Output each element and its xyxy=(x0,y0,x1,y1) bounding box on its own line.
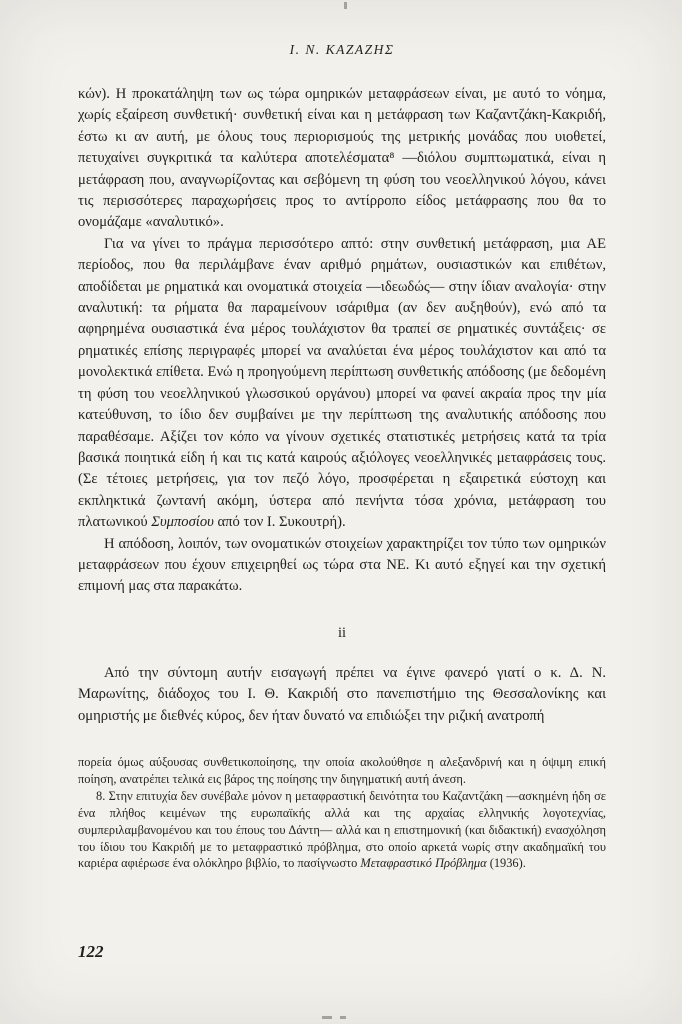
scan-artifact xyxy=(344,2,347,9)
book-title-metafrastiko-provlima: Μεταφραστικό Πρόβλημα xyxy=(360,856,487,871)
section-marker: ii xyxy=(337,624,347,641)
paragraph-text: Για να γίνει το πράγμα περισσότερο απτό: στην συνθετική μετάφραση, μια ΑΕ περίοδος, που θα περιλάμβανε έναν αριθμό ρημάτων, ουσιαστικών και επιθέτων, αποδίδεται με ρηματικά και ονοματικά στοιχεία —ιδεωδώς— στην ίδιαν αναλογία· στην αναλυτική: τα ρήματα θα παραμείνουν ισάριθμα (αν δεν αυξηθούν), ενώ από τα αφηρημένα ουσιαστικά ένα μέρος τουλάχιστον θα τραπεί σε ρηματικές συντάξεις· σε ρηματικές επίσης περιγραφές μπορεί να αναλύεται ένα μέρος τουλάχιστον και από τα μονολεκτικά επίθετα. Ενώ η προηγούμενη περίπτωση συνθετικής απόδοσης (με δεδομένη τη φύση του νεοελληνικού γλωσσικού οργάνου) μπορεί να φανεί ακραία προς την μία κατεύθυνση, το ίδιο δεν συμβαίνει με την περίπτωση της αναλυτικής απόδοσης που παραθέσαμε. Αξίζει τον κόπο να γίνουν σχετικές στατιστικές μετρήσεις κατά τα τρία βασικά ποιητικά είδη ή και τις κατά καιρούς αξιόλογες νεοελληνικές μεταφράσεις τους. (Σε τέτοιες μετρήσεις, για τον πεζό λόγο, προσφέρεται η εξαιρετικά εύστοχη και εκπληκτικά ζωντανή ακόμη, ύστερα από πενήντα τόσα χρόνια, μετάφραση του πλατωνικού xyxy=(78,235,606,531)
footnote-text: (1936). xyxy=(486,856,526,871)
scan-artifact xyxy=(340,1016,346,1019)
footnotes xyxy=(78,754,606,872)
paragraph-text: από τον Ι. Συκουτρή). xyxy=(213,514,346,531)
page-number: 122 xyxy=(78,942,104,961)
scan-artifact xyxy=(322,1016,332,1019)
body-text xyxy=(78,84,606,598)
footnote-8 xyxy=(78,788,606,873)
paragraph-analytic-translation xyxy=(78,234,606,534)
book-title-symposium: Συμποσίου xyxy=(151,514,214,531)
paragraph-section-ii: Από την σύντομη αυτήν εισαγωγή πρέπει να έγινε φανερό γιατί ο κ. Δ. Ν. Μαρωνίτης, διάδοχος του Ι. Θ. Κακριδή στο πανεπιστήμιο της Θεσσαλονίκης και ομηριστής με διεθνές κύρος, δεν ήταν δυνατό να επιδιώξει την ριζική ανατροπή xyxy=(78,664,606,724)
paragraph-conclusion: Η απόδοση, λοιπόν, των ονοματικών στοιχείων χαρακτηρίζει τον τύπο των ομηρικών μεταφράσεων που έχουν επιχειρηθεί ως τώρα στα ΝΕ. Κι αυτό εξηγεί και την σχετική επιμονή μας στα παρακάτω. xyxy=(78,535,606,595)
body-text-section-ii xyxy=(78,663,606,727)
paragraph-continuation: κών). Η προκατάληψη των ως τώρα ομηρικών μεταφράσεων είναι, με αυτό το νόημα, χωρίς εξαίρεση συνθετική· συνθετική είναι και η μετάφραση των Καζαντζάκη-Κακριδή, έστω κι αν αυτή, με όλους τους περιορισμούς της μετρικής μονάδας που υιοθετεί, πετυχαίνει συγκριτικά τα καλύτερα αποτελέσματα⁸ —διόλου συμπτωματικά, είναι η μετάφραση που, αναγνωρίζοντας και σεβόμενη τη φύση του νεοελληνικού λόγου, κάνει τις περισσότερες παραχωρήσεις προς το αντίρροπο είδος μετάφρασης που θα το ονομάζαμε «αναλυτικό». xyxy=(78,86,606,231)
running-header: Ι. Ν. ΚΑΖΑΖΗΣ xyxy=(289,42,395,57)
footnote-text: 8. Στην επιτυχία δεν συνέβαλε μόνον η μεταφραστική δεινότητα του Καζαντζάκη —ασκημένη ήδη σε ένα πλήθος κειμένων της ευρωπαϊκής αλλά και της αρχαίας ελληνικής λογοτεχνίας, συμπεριλαμβανομένου και του έπους του Δάντη— αλλά και η επιστημονική (και διδακτική) ενασχόληση του ίδιου του Κακριδή με το μεταφραστικό πρόβλημα, στο οποίο αρκετά νωρίς στην ακαδημαϊκή του καριέρα αφιέρωσε ένα ολόκληρο βιβλίο, το πασίγνωστο xyxy=(78,788,606,871)
footnote-continuation: πορεία όμως αύξουσας συνθετικοποίησης, την οποία ακολούθησε η αλεξανδρινή και η όψιμη επική ποίηση, ανατρέπει τελικά εις βάρος της ποίησης την διηγηματική αυτή άνεση. xyxy=(78,754,606,786)
